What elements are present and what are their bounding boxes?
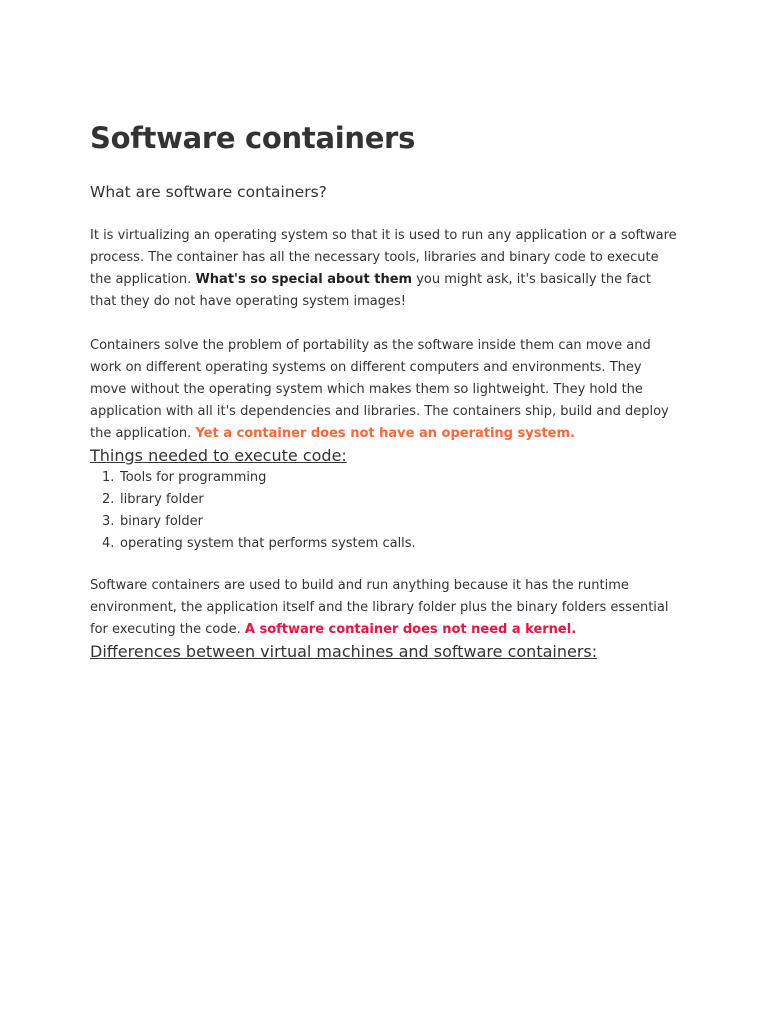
list-item-number: 3. [102, 514, 115, 529]
list-item-text: operating system that performs system calls. [120, 536, 416, 551]
list-item-text: Tools for programming [120, 470, 267, 485]
portability-highlight: Yet a container does not have an operating system. [195, 426, 575, 441]
intro-bold-phrase: What's so special about them [195, 272, 413, 287]
list-item-text: library folder [120, 492, 204, 507]
list-item-number: 4. [102, 536, 115, 551]
list-item [90, 467, 680, 489]
usage-text: Software containers are used to build and run anything because it has the runtime environment, the application itself and the library folder plus the binary folders essential for executing the code. [90, 578, 669, 637]
intro-paragraph [90, 225, 680, 313]
page-title: Software containers [90, 121, 416, 155]
list-item [90, 511, 680, 533]
things-needed-heading: Things needed to execute code: [90, 446, 347, 465]
portability-text: Containers solve the problem of portability as the software inside them can move and work on different operating systems on different computers and environments. They move without the operating system which makes them so lightweight. They hold the application with all it's dependencies and libraries. The containers ship, build and deploy the application. [90, 338, 669, 441]
list-item-number: 1. [102, 470, 115, 485]
section-subtitle: What are software containers? [90, 183, 327, 201]
intro-text-start: It is virtualizing an operating system so that it is used to run any application or a software process. The container has all the necessary tools, libraries and binary code to execute the application. [90, 228, 677, 287]
list-item [90, 533, 680, 555]
list-item [90, 489, 680, 511]
usage-paragraph [90, 575, 680, 641]
document-page [90, 118, 680, 663]
requirements-list [90, 467, 680, 555]
portability-paragraph [90, 335, 680, 445]
differences-heading: Differences between virtual machines and software containers: [90, 642, 598, 661]
intro-text-end: you might ask, it's basically the fact that they do not have operating system images! [90, 272, 651, 309]
list-item-text: binary folder [120, 514, 203, 529]
usage-highlight: A software container does not need a kernel. [244, 622, 577, 637]
list-item-number: 2. [102, 492, 115, 507]
